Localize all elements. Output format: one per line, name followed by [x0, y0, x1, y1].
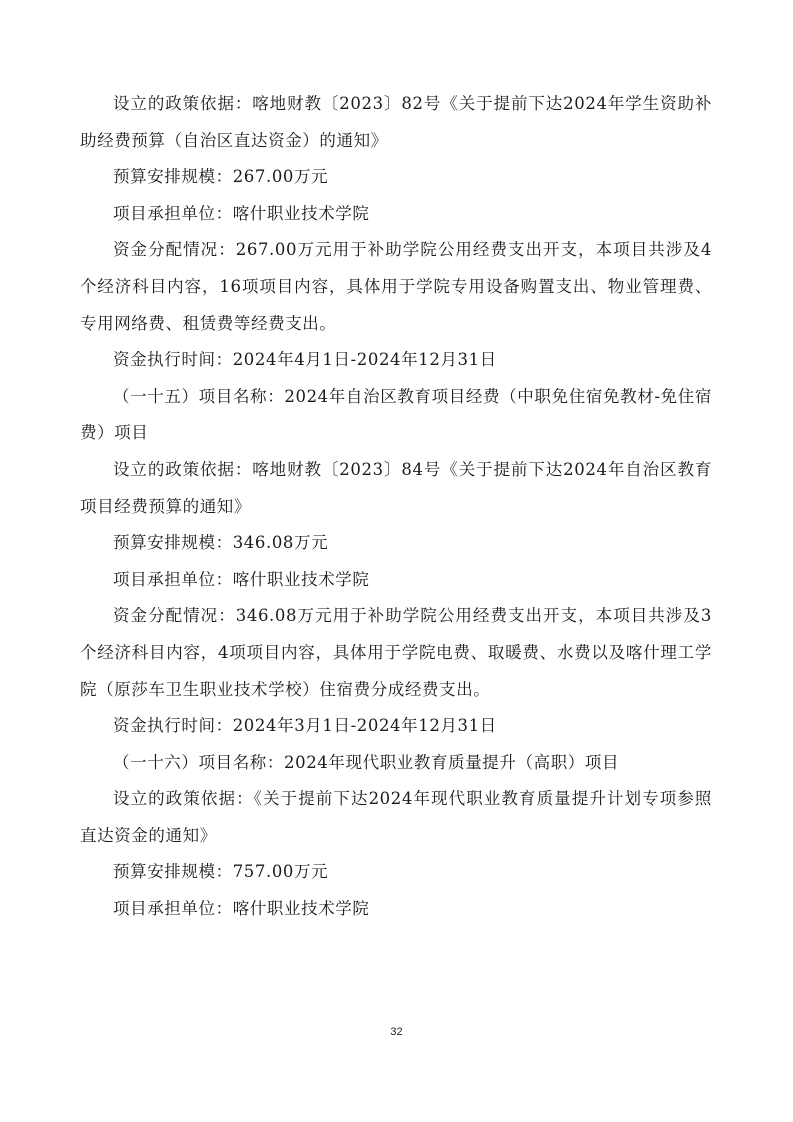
page-number: 32 — [390, 1026, 403, 1038]
paragraph-responsible-unit-1: 项目承担单位：喀什职业技术学院 — [113, 203, 370, 223]
paragraph-policy-basis-1: 设立的政策依据：喀地财教〔2023〕82号《关于提前下达2024年学生资助补助经费预算（自治区直达资金）的通知》 — [80, 94, 712, 150]
page-body — [80, 86, 712, 928]
paragraph-project-16-title: （一十六）项目名称：2024年现代职业教育质量提升（高职）项目 — [113, 752, 620, 772]
paragraph-responsible-unit-3: 项目承担单位：喀什职业技术学院 — [113, 899, 370, 919]
paragraph-fund-allocation-2: 资金分配情况：346.08万元用于补助学院公用经费支出开支，本项目共涉及3个经济科目内容，4项项目内容，具体用于学院电费、取暖费、水费以及喀什理工学院（原莎车卫生职业技术学校）住宿费分成经费支出。 — [80, 606, 712, 699]
paragraph-project-15-title: （一十五）项目名称：2024年自治区教育项目经费（中职免住宿免教材-免住宿费）项目 — [80, 386, 712, 443]
paragraph-execution-time-1: 资金执行时间：2024年4月1日-2024年12月31日 — [113, 350, 497, 370]
paragraph-budget-scale-1: 预算安排规模：267.00万元 — [113, 167, 329, 187]
paragraph-fund-allocation-1: 资金分配情况：267.00万元用于补助学院公用经费支出开支，本项目共涉及4个经济科目内容，16项项目内容，具体用于学院专用设备购置支出、物业管理费、专用网络费、租赁费等经费支出。 — [80, 240, 712, 333]
paragraph-budget-scale-3: 预算安排规模：757.00万元 — [113, 862, 329, 882]
paragraph-policy-basis-3: 设立的政策依据：《关于提前下达2024年现代职业教育质量提升计划专项参照直达资金的通知》 — [80, 789, 712, 845]
paragraph-budget-scale-2: 预算安排规模：346.08万元 — [113, 533, 329, 553]
paragraph-execution-time-2: 资金执行时间：2024年3月1日-2024年12月31日 — [113, 716, 497, 736]
paragraph-responsible-unit-2: 项目承担单位：喀什职业技术学院 — [113, 569, 370, 589]
paragraph-policy-basis-2: 设立的政策依据：喀地财教〔2023〕84号《关于提前下达2024年自治区教育项目经费预算的通知》 — [80, 459, 712, 516]
